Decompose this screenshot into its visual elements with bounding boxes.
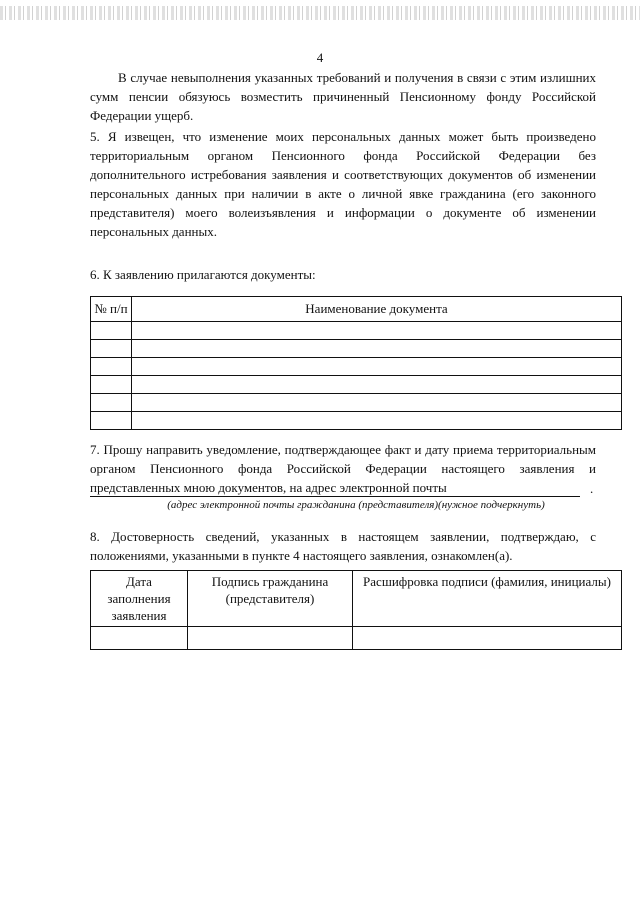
paragraph-damages: В случае невыполнения указанных требований и получения в связи с этим излишних сумм пенсии обязуюсь возместить причиненный Пенсионному фонду Российской Федерации ущерб. [90, 70, 596, 123]
paragraph-5-personal-data: 5. Я извещен, что изменение моих персональных данных может быть произведено территориальным органом Пенсионного фонда Российской Федерации без дополнительного истребования заявления и соответствующих документов об изменении персональных данных при наличии в акте о личной явке гражданина (его законного представителя) моего волеизъявления и информации о документе об изменении персональных данных. [90, 129, 596, 239]
signature-table-header [91, 571, 622, 627]
document-name-cell[interactable] [132, 358, 622, 376]
documents-table-header [91, 297, 622, 322]
document-name-cell[interactable] [132, 394, 622, 412]
email-field-caption: (адрес электронной почты гражданина (представителя)(нужное подчеркнуть) [167, 499, 545, 511]
table-row [91, 322, 622, 340]
row-number-cell[interactable] [91, 322, 132, 340]
email-address-field[interactable] [90, 496, 580, 497]
email-line-period: . [590, 481, 594, 496]
table-row [91, 358, 622, 376]
paragraph-6-attachments: 6. К заявлению прилагаются документы: [90, 267, 316, 282]
row-number-cell[interactable] [91, 412, 132, 430]
table-row [91, 412, 622, 430]
document-name-cell[interactable] [132, 412, 622, 430]
col-signature-header: Подпись гражданина (представителя) [188, 571, 353, 627]
date-cell[interactable] [91, 627, 188, 650]
document-name-cell[interactable] [132, 340, 622, 358]
document-name-cell[interactable] [132, 322, 622, 340]
paragraph-7-notification: 7. Прошу направить уведомление, подтверждающее факт и дату приема территориальным органом Пенсионного фонда Российской Федерации настоящего заявления и представленных мною документов, на адрес электронной почты [90, 442, 596, 495]
signature-cell[interactable] [188, 627, 353, 650]
row-number-cell[interactable] [91, 376, 132, 394]
scan-artifact-header [0, 6, 640, 20]
col-decoding-header: Расшифровка подписи (фамилия, инициалы) [353, 571, 622, 627]
col-date-header: Дата заполнения заявления [91, 571, 188, 627]
decoding-cell[interactable] [353, 627, 622, 650]
row-number-cell[interactable] [91, 340, 132, 358]
table-row [91, 340, 622, 358]
col-number-header: № п/п [91, 297, 132, 322]
row-number-cell[interactable] [91, 358, 132, 376]
page-number: 4 [316, 50, 324, 65]
signature-table [90, 570, 622, 650]
documents-table [90, 296, 622, 430]
row-number-cell[interactable] [91, 394, 132, 412]
paragraph-8-confirmation: 8. Достоверность сведений, указанных в настоящем заявлении, подтверждаю, с положениями, указанными в пункте 4 настоящего заявления, ознакомлен(а). [90, 529, 596, 563]
document-name-cell[interactable] [132, 376, 622, 394]
table-row [91, 394, 622, 412]
table-row [91, 376, 622, 394]
signature-row [91, 627, 622, 650]
col-document-name-header: Наименование документа [132, 297, 622, 322]
